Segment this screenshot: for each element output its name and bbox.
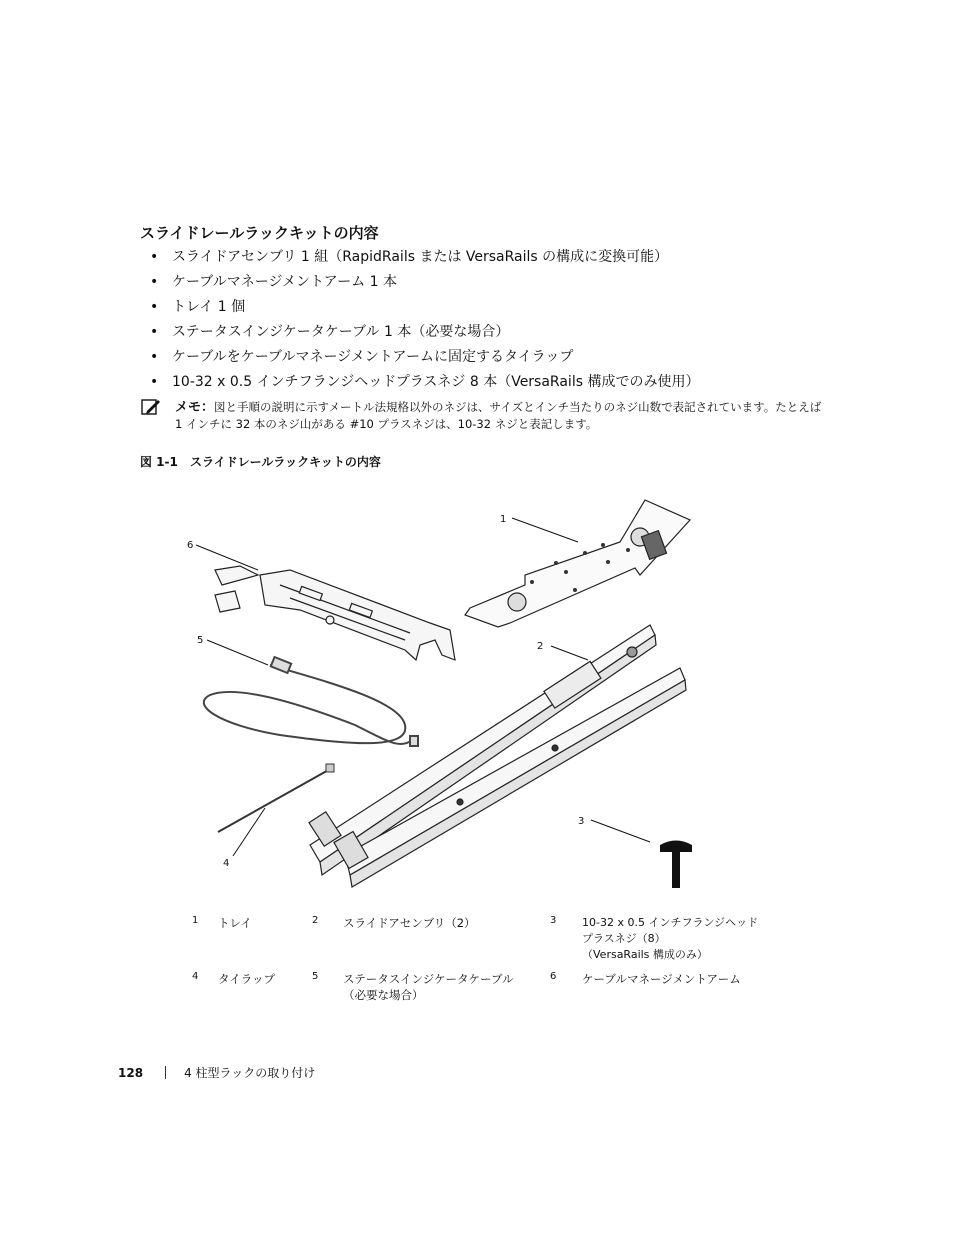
note-pencil-icon	[141, 398, 161, 416]
status-indicator-cable	[204, 657, 418, 746]
legend-label: ステータスインジケータケーブル （必要な場合）	[343, 972, 514, 1002]
page-footer	[118, 1064, 315, 1081]
note-label: メモ：	[175, 400, 215, 415]
legend-label: ケーブルマネージメントアーム	[582, 972, 741, 986]
list-item: • ケーブルマネージメントアーム 1 本	[150, 272, 699, 297]
legend-label: トレイ	[218, 916, 252, 930]
slide-rail-lower	[334, 668, 686, 887]
note	[175, 399, 825, 433]
page-number: 128	[118, 1066, 144, 1080]
callout-3: 3	[578, 816, 585, 827]
figure-title: スライドレールラックキットの内容	[190, 455, 381, 469]
legend-number: 1	[192, 915, 199, 926]
legend-label: スライドアセンブリ（2）	[343, 916, 476, 930]
legend-number: 6	[550, 971, 557, 982]
list-item: • スライドアセンブリ 1 組（RapidRails または VersaRails の構成に変換可能）	[150, 247, 699, 272]
callout-1: 1	[500, 514, 507, 525]
list-item: • ステータスインジケータケーブル 1 本（必要な場合）	[150, 322, 699, 347]
figure-legend	[190, 915, 790, 1011]
contents-list	[150, 247, 699, 397]
callout-4: 4	[223, 858, 230, 869]
cable-management-arm	[215, 566, 455, 660]
legend-number: 2	[312, 915, 319, 926]
legend-number: 4	[192, 971, 199, 982]
footer-divider	[165, 1066, 166, 1079]
list-item: • トレイ 1 個	[150, 297, 699, 322]
list-item: • ケーブルをケーブルマネージメントアームに固定するタイラップ	[150, 347, 699, 372]
legend-number: 5	[312, 971, 319, 982]
tray	[465, 500, 690, 627]
note-text: 図と手順の説明に示すメートル法規格以外のネジは、サイズとインチ当たりのネジ山数で表記されています。たとえば 1 インチに 32 本のネジ山がある #10 プラスネジは、10-32 ネジと表記します。	[175, 400, 822, 431]
list-item: • 10-32 x 0.5 インチフランジヘッドプラスネジ 8 本（VersaRails 構成でのみ使用）	[150, 372, 699, 397]
figure-caption	[140, 453, 381, 470]
callout-6: 6	[187, 540, 194, 551]
section-title: スライドレールラックキットの内容	[140, 224, 379, 242]
legend-label: タイラップ	[218, 972, 276, 986]
figure-number: 図 1-1	[140, 455, 178, 469]
legend-number: 3	[550, 915, 557, 926]
flange-head-screw	[660, 841, 692, 889]
chapter-title: 4 柱型ラックの取り付け	[184, 1066, 316, 1080]
callout-5: 5	[197, 635, 204, 646]
slide-rail-upper	[309, 625, 656, 875]
legend-label: 10-32 x 0.5 インチフランジヘッド プラスネジ（8） （VersaRails 構成のみ）	[582, 916, 759, 961]
rail-kit-illustration	[180, 490, 720, 900]
callout-2: 2	[537, 641, 544, 652]
